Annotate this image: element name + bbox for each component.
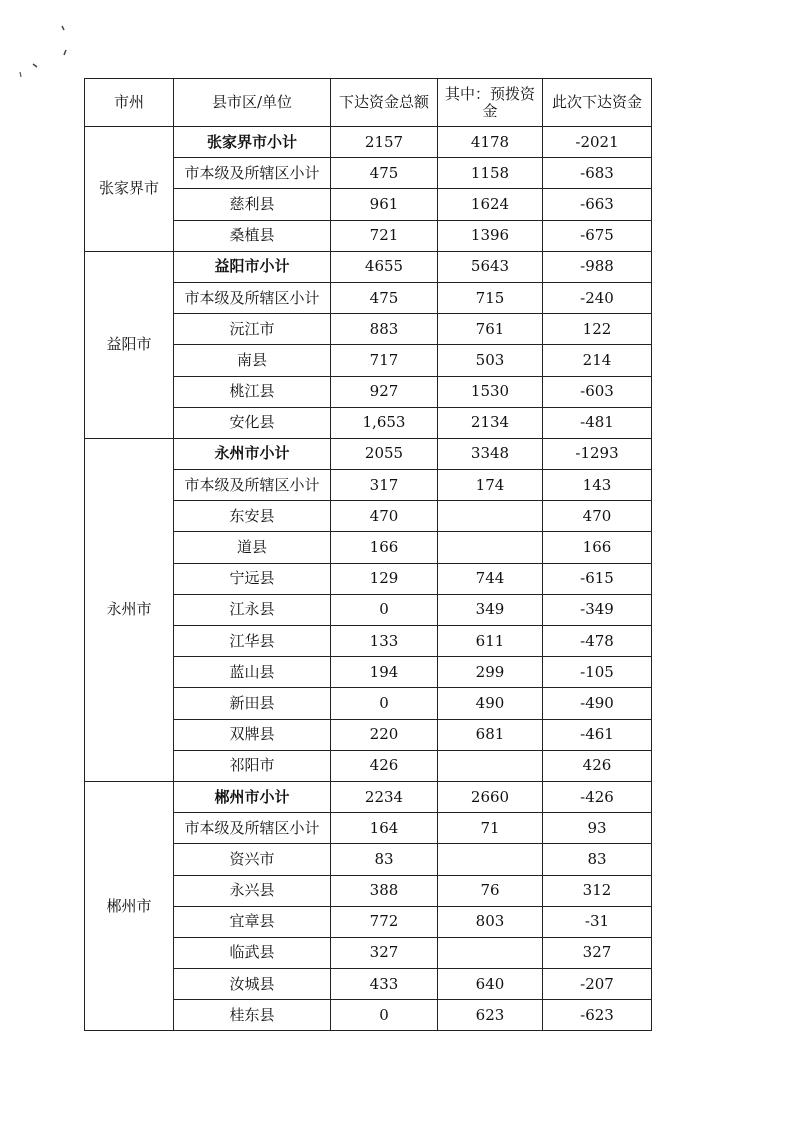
current-cell: -2021 [543,127,652,158]
unit-cell: 资兴市 [174,844,331,875]
pre-allocated-cell: 623 [438,1000,543,1031]
total-cell: 772 [331,906,438,937]
total-cell: 1,653 [331,407,438,438]
pre-allocated-cell: 71 [438,813,543,844]
header-current: 此次下达资金 [543,79,652,127]
total-cell: 388 [331,875,438,906]
total-cell: 433 [331,969,438,1000]
unit-cell: 双牌县 [174,719,331,750]
pre-allocated-cell [438,501,543,532]
unit-cell: 郴州市小计 [174,781,331,812]
pre-allocated-cell: 681 [438,719,543,750]
unit-cell: 蓝山县 [174,657,331,688]
unit-cell: 东安县 [174,501,331,532]
unit-cell: 桃江县 [174,376,331,407]
header-pre-allocated: 其中：预拨资金 [438,79,543,127]
total-cell: 2055 [331,438,438,469]
unit-cell: 祁阳市 [174,750,331,781]
current-cell: 470 [543,501,652,532]
total-cell: 166 [331,532,438,563]
current-cell: -426 [543,781,652,812]
current-cell: -683 [543,158,652,189]
pre-allocated-cell: 349 [438,594,543,625]
current-cell: -31 [543,906,652,937]
pre-allocated-cell: 4178 [438,127,543,158]
unit-cell: 宜章县 [174,906,331,937]
pre-allocated-cell [438,937,543,968]
total-cell: 0 [331,594,438,625]
current-cell: 214 [543,345,652,376]
current-cell: 93 [543,813,652,844]
total-cell: 327 [331,937,438,968]
total-cell: 961 [331,189,438,220]
current-cell: 83 [543,844,652,875]
total-cell: 883 [331,314,438,345]
total-cell: 717 [331,345,438,376]
scan-specks [0,0,120,90]
unit-cell: 桂东县 [174,1000,331,1031]
total-cell: 83 [331,844,438,875]
current-cell: -105 [543,657,652,688]
total-cell: 927 [331,376,438,407]
total-cell: 164 [331,813,438,844]
unit-cell: 慈利县 [174,189,331,220]
total-cell: 133 [331,626,438,657]
total-cell: 0 [331,688,438,719]
pre-allocated-cell: 761 [438,314,543,345]
unit-cell: 市本级及所辖区小计 [174,158,331,189]
table-body [85,127,652,1031]
unit-cell: 临武县 [174,937,331,968]
total-cell: 475 [331,282,438,313]
total-cell: 194 [331,657,438,688]
current-cell: 312 [543,875,652,906]
pre-allocated-cell [438,844,543,875]
unit-cell: 汝城县 [174,969,331,1000]
current-cell: -675 [543,220,652,251]
current-cell: 143 [543,470,652,501]
unit-cell: 沅江市 [174,314,331,345]
header-unit: 县市区/单位 [174,79,331,127]
unit-cell: 永兴县 [174,875,331,906]
total-cell: 129 [331,563,438,594]
current-cell: -1293 [543,438,652,469]
unit-cell: 市本级及所辖区小计 [174,282,331,313]
pre-allocated-cell: 299 [438,657,543,688]
total-cell: 0 [331,1000,438,1031]
subtotal-row [85,781,652,812]
total-cell: 721 [331,220,438,251]
current-cell: -663 [543,189,652,220]
current-cell: -603 [543,376,652,407]
city-cell: 郴州市 [85,781,174,1031]
current-cell: -349 [543,594,652,625]
city-cell: 益阳市 [85,251,174,438]
current-cell: 327 [543,937,652,968]
current-cell: 122 [543,314,652,345]
pre-allocated-cell: 2660 [438,781,543,812]
unit-cell: 道县 [174,532,331,563]
fund-allocation-table [84,78,652,1031]
header-total: 下达资金总额 [331,79,438,127]
unit-cell: 安化县 [174,407,331,438]
pre-allocated-cell: 503 [438,345,543,376]
pre-allocated-cell: 611 [438,626,543,657]
total-cell: 470 [331,501,438,532]
pre-allocated-cell: 1624 [438,189,543,220]
header-row [85,79,652,127]
pre-allocated-cell: 490 [438,688,543,719]
city-cell: 永州市 [85,438,174,781]
unit-cell: 市本级及所辖区小计 [174,470,331,501]
current-cell: -615 [543,563,652,594]
current-cell: 426 [543,750,652,781]
unit-cell: 市本级及所辖区小计 [174,813,331,844]
current-cell: -240 [543,282,652,313]
current-cell: -623 [543,1000,652,1031]
pre-allocated-cell: 2134 [438,407,543,438]
pre-allocated-cell: 3348 [438,438,543,469]
pre-allocated-cell: 744 [438,563,543,594]
unit-cell: 益阳市小计 [174,251,331,282]
current-cell: -988 [543,251,652,282]
pre-allocated-cell: 1158 [438,158,543,189]
unit-cell: 张家界市小计 [174,127,331,158]
subtotal-row [85,251,652,282]
current-cell: -207 [543,969,652,1000]
header-city: 市州 [85,79,174,127]
unit-cell: 永州市小计 [174,438,331,469]
pre-allocated-cell [438,750,543,781]
current-cell: -461 [543,719,652,750]
unit-cell: 江华县 [174,626,331,657]
pre-allocated-cell [438,532,543,563]
total-cell: 2234 [331,781,438,812]
pre-allocated-cell: 715 [438,282,543,313]
total-cell: 317 [331,470,438,501]
pre-allocated-cell: 803 [438,906,543,937]
pre-allocated-cell: 640 [438,969,543,1000]
unit-cell: 桑植县 [174,220,331,251]
current-cell: -478 [543,626,652,657]
city-cell: 张家界市 [85,127,174,252]
table-header [85,79,652,127]
pre-allocated-cell: 1530 [438,376,543,407]
total-cell: 4655 [331,251,438,282]
total-cell: 426 [331,750,438,781]
pre-allocated-cell: 174 [438,470,543,501]
current-cell: 166 [543,532,652,563]
unit-cell: 江永县 [174,594,331,625]
pre-allocated-cell: 76 [438,875,543,906]
total-cell: 2157 [331,127,438,158]
pre-allocated-cell: 5643 [438,251,543,282]
subtotal-row [85,438,652,469]
unit-cell: 南县 [174,345,331,376]
current-cell: -481 [543,407,652,438]
unit-cell: 新田县 [174,688,331,719]
unit-cell: 宁远县 [174,563,331,594]
current-cell: -490 [543,688,652,719]
pre-allocated-cell: 1396 [438,220,543,251]
subtotal-row [85,127,652,158]
total-cell: 220 [331,719,438,750]
total-cell: 475 [331,158,438,189]
